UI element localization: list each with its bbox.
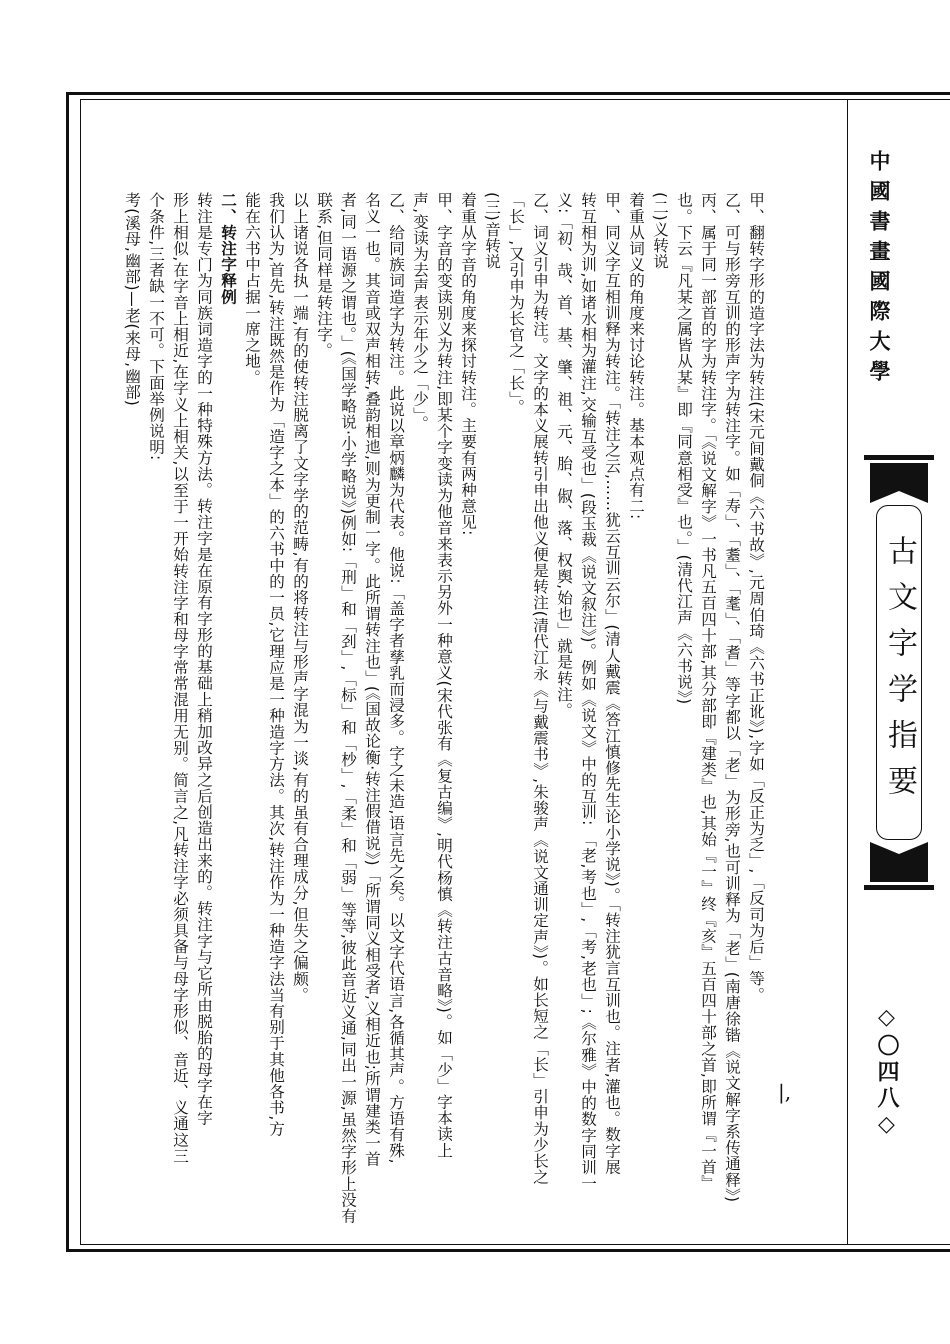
text-column: 能在六书中占据一席之地。 — [243, 192, 261, 386]
book-title-block — [864, 455, 934, 890]
text-column: 转注是专门为同族词造字的一种特殊方法。转注字是在原有字形的基础上稍加改异之后创造出来的。转注字与它所由脱胎的母字在字 — [195, 192, 213, 1126]
header-divider — [847, 99, 848, 1245]
body-text — [120, 192, 768, 1224]
text-column: 义:「初、哉、首、基、肇、祖、元、胎、俶、落、权舆,始也」就是转注。 — [555, 192, 573, 719]
text-column: 以上诸说各执一端,有的使转注脱离了文字学的范畴,有的将转注与形声字混为一谈,有的虽有合理成分,但失之偏颇。 — [291, 192, 309, 1003]
section-heading: 二、转注字释例 — [219, 192, 237, 305]
text-column: 着重从字音的角度来探讨转注。主要有两种意见: — [459, 192, 477, 536]
text-column: 丙、属于同一部首的字为转注字。「《说文解字》一书凡五百四十部,其分部即『建类』也,其始『一』终『亥』五百四十部之首,即所谓『一首』 — [699, 192, 717, 1191]
text-column: 乙、词义引申为转注。文字的本义展转引申出他义便是转注(清代江永《与戴震书》,朱骏声《说文通训定声》)。如长短之「长」引申为少长之 — [531, 192, 549, 1185]
title-bar-top — [864, 455, 934, 460]
text-column: 考(溪母,幽部)—老(来母,幽部) — [123, 192, 141, 407]
book-title: 古文字学指要 — [882, 534, 917, 811]
text-column: 个条件,三者缺一不可。下面举例说明: — [147, 192, 165, 461]
university-name: 中國書畫國際大學 — [867, 150, 891, 390]
section-heading: (三)音转说 — [483, 192, 501, 270]
text-column: 形上相似,在字音上相近,在字义上相关,以至于一开始转注字和母字常常混用无别。简言之,凡转注字必须具备与母字形似、音近、义通这三 — [171, 192, 189, 1164]
text-column: 者,同一语源之谓也。」(《国学略说·小学略说》)例如:「刑」和「刭」,「标」和「杪」,「柔」和「弱」等等,彼此音近义通,同出一源,虽然字形上没有 — [339, 192, 357, 1224]
page-number: ◇〇四八◇ — [874, 1005, 899, 1141]
text-column: 乙、可与形旁互训的形声字为转注字。如「寿」、「耋」、「耄」、「耆」等字都以「老」为形旁,也可训释为「老」(南唐徐锴《说文解字系传通释》) — [723, 192, 741, 1203]
text-column: 名义一也。其音或双声相转,叠韵相迆,则为更制一字。此所谓转注也」(《国故论衡·转注假借说》)「所谓同义相受者,义相近也;所谓建类一首 — [363, 192, 381, 1168]
text-column: 我们认为,首先,转注既然是作为「造字之本」的六书中的一员,它理应是一种造字方法。其次,转注作为一种造字法当有别于其他各书,方 — [267, 192, 285, 1137]
text-column: 转互相为训,如诸水相为灌注,交输互受也」(段玉裁《说文叙注》)。例如《说文》中的互训: 「老,考也」,「考,老也」;《尔雅》中的数字同训一 — [579, 192, 597, 1192]
text-column: 着重从词义的角度来讨论转注。基本观点有二: — [627, 192, 645, 520]
text-column: 声,变读为去声表示年少之「少」。 — [411, 192, 429, 432]
text-column: 甲、同义字互相训释为转注。「转注之云,……犹云互训云尔」(清人戴震《答江慎修先生论小学说》)。「转注犹言互训也。注者,灌也。数字展 — [603, 192, 621, 1175]
title-cap-bottom — [870, 842, 928, 882]
text-column: 甲、翻转字形的造字法为转注(宋元间戴侗《六书故》,元周伯琦《六书正讹》),字如「反正为乏」,「反司为后」等。 — [747, 192, 765, 1003]
text-column: 「长」,又引申为长官之「长」。 — [507, 192, 525, 416]
section-heading: (二)义转说 — [651, 192, 669, 270]
book-title-box — [876, 505, 922, 840]
text-column: 乙、给同族词造字为转注。此说以章炳麟为代表。他说:「盖字者孳乳而浸多。字之未造,语言先之矣。以文字代语言,各循其声。方语有殊, — [387, 192, 405, 1165]
title-bar-bottom — [864, 885, 934, 890]
text-column: 甲、字音的变读别义为转注,即某个字变读为他音来表示另外一种意义(宋代张有《复古编》,明代杨慎《转注古音略》)。如「少」字本读上 — [435, 192, 453, 1159]
title-cap-top — [870, 463, 928, 503]
margin-mark: |, — [778, 1080, 792, 1104]
text-column: 也。下云『凡某之属皆从某』即『同意相受』也。」(清代江声《六书说》) — [675, 192, 693, 705]
text-column: 联系,但同样是转注字。 — [315, 192, 333, 359]
